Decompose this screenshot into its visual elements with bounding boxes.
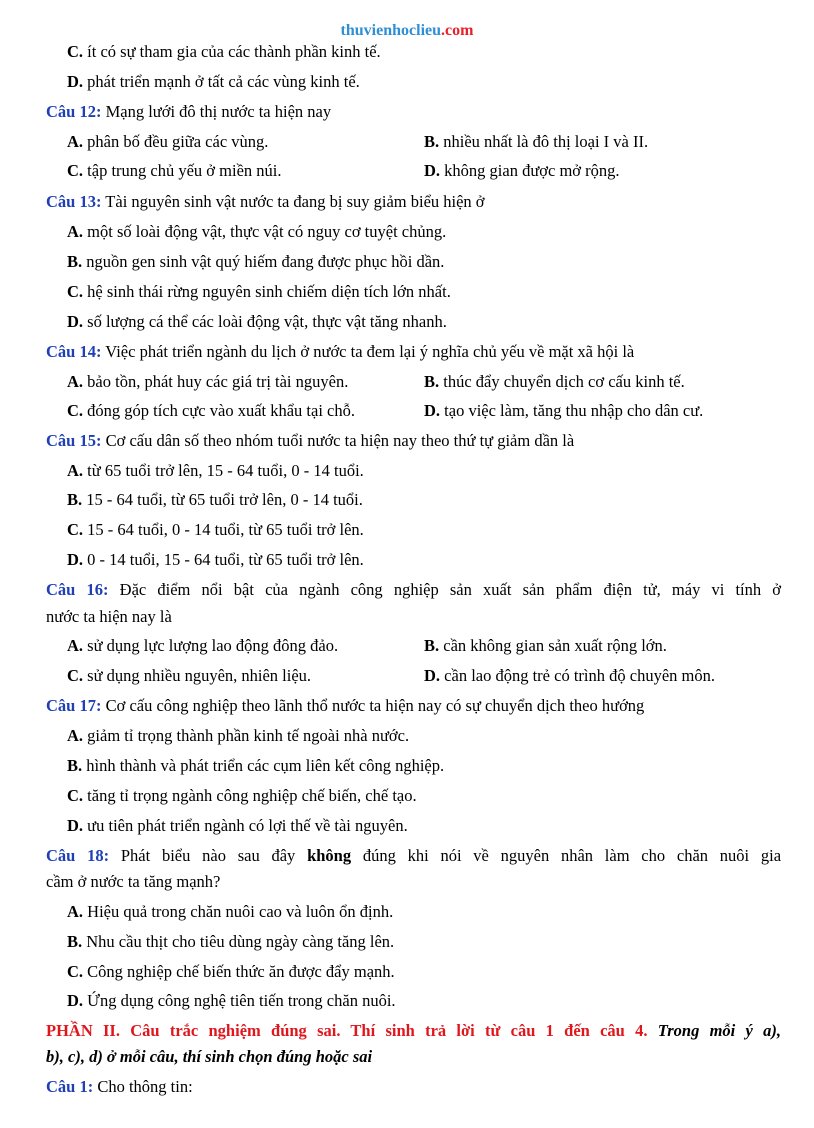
q15-option-a: A. từ 65 tuổi trở lên, 15 - 64 tuổi, 0 - 14 tuổi.: [67, 461, 364, 480]
q14-option-c: C. đóng góp tích cực vào xuất khẩu tại chỗ.: [67, 401, 355, 420]
q14-option-b: B. thúc đẩy chuyển dịch cơ cấu kinh tế.: [424, 372, 685, 391]
q13-option-a: A. một số loài động vật, thực vật có nguy cơ tuyệt chủng.: [67, 222, 447, 241]
q16-option-c: C. sử dụng nhiều nguyên, nhiên liệu.: [67, 666, 312, 685]
q18-option-d: D. Ứng dụng công nghệ tiên tiến trong chăn nuôi.: [67, 991, 396, 1010]
q12-option-c: C. tập trung chủ yếu ở miền núi.: [67, 161, 282, 180]
q15-option-b: B. 15 - 64 tuổi, từ 65 tuổi trở lên, 0 - 14 tuổi.: [67, 490, 363, 509]
q16-stem: Câu 16: Đặc điểm nổi bật của ngành công nghiệp sản xuất sản phẩm điện tử, máy vi tính ở: [46, 580, 782, 599]
q15-option-c: C. 15 - 64 tuổi, 0 - 14 tuổi, từ 65 tuổi trở lên.: [67, 520, 364, 539]
q14-option-a: A. bảo tồn, phát huy các giá trị tài nguyên.: [67, 372, 349, 391]
site-header: [0, 21, 814, 41]
q16-stem-line2: nước ta hiện nay là: [46, 607, 172, 626]
part2-title: PHẦN II. Câu trắc nghiệm đúng sai. Thí sinh trả lời từ câu 1 đến câu 4.: [46, 1021, 648, 1040]
q17-option-b: B. hình thành và phát triển các cụm liên kết công nghiệp.: [67, 756, 445, 775]
q13-option-b: B. nguồn gen sinh vật quý hiếm đang được phục hồi dần.: [67, 252, 445, 271]
q12-option-d: D. không gian được mở rộng.: [424, 161, 620, 180]
q12-option-b: B. nhiều nhất là đô thị loại I và II.: [424, 132, 649, 151]
q14-stem: Câu 14: Việc phát triển ngành du lịch ở nước ta đem lại ý nghĩa chủ yếu về mặt xã hội là: [46, 342, 635, 361]
q17-stem: Câu 17: Cơ cấu công nghiệp theo lãnh thổ nước ta hiện nay có sự chuyển dịch theo hướng: [46, 696, 645, 715]
q13-option-d: D. số lượng cá thể các loài động vật, thực vật tăng nhanh.: [67, 312, 447, 331]
q15-option-d: D. 0 - 14 tuổi, 15 - 64 tuổi, từ 65 tuổi trở lên.: [67, 550, 364, 569]
q14-option-d: D. tạo việc làm, tăng thu nhập cho dân cư.: [424, 401, 704, 420]
q16-option-b: B. cần không gian sản xuất rộng lớn.: [424, 636, 667, 655]
q16-option-d: D. cần lao động trẻ có trình độ chuyên môn.: [424, 666, 715, 685]
q18-option-c: C. Công nghiệp chế biến thức ăn được đẩy mạnh.: [67, 962, 395, 981]
q18-stem-line2: cầm ở nước ta tăng mạnh?: [46, 872, 221, 891]
q16-option-a: A. sử dụng lực lượng lao động đông đảo.: [67, 636, 339, 655]
q17-option-d: D. ưu tiên phát triển ngành có lợi thế về tài nguyên.: [67, 816, 408, 835]
q11-option-d: D. phát triển mạnh ở tất cả các vùng kinh tế.: [67, 72, 360, 91]
q13-stem: Câu 13: Tài nguyên sinh vật nước ta đang bị suy giảm biểu hiện ở: [46, 192, 485, 211]
site-domain: .com: [441, 22, 474, 39]
q12-stem: Câu 12: Mạng lưới đô thị nước ta hiện nay: [46, 102, 332, 121]
q13-option-c: C. hệ sinh thái rừng nguyên sinh chiếm diện tích lớn nhất.: [67, 282, 451, 301]
part2-heading: [46, 1021, 781, 1041]
site-name: thuvienhoclieu: [340, 22, 442, 39]
q17-option-a: A. giảm tỉ trọng thành phần kinh tế ngoài nhà nước.: [67, 726, 410, 745]
q17-option-c: C. tăng tỉ trọng ngành công nghiệp chế biến, chế tạo.: [67, 786, 417, 805]
q18-option-a: A. Hiệu quả trong chăn nuôi cao và luôn ổn định.: [67, 902, 394, 921]
q11-option-c: C. ít có sự tham gia của các thành phần kinh tế.: [67, 42, 381, 61]
q15-stem: Câu 15: Cơ cấu dân số theo nhóm tuổi nước ta hiện nay theo thứ tự giảm dần là: [46, 431, 575, 450]
part2-instruction: Trong mỗi ý a),: [657, 1021, 781, 1040]
q18-stem: Câu 18: Phát biểu nào sau đây không đúng khi nói về nguyên nhân làm cho chăn nuôi gia: [46, 846, 782, 865]
part2-q1-stem: Câu 1: Cho thông tin:: [46, 1077, 193, 1096]
part2-instruction-line2: b), c), d) ở mỗi câu, thí sinh chọn đúng hoặc sai: [46, 1047, 373, 1066]
q18-option-b: B. Nhu cầu thịt cho tiêu dùng ngày càng tăng lên.: [67, 932, 395, 951]
q12-option-a: A. phân bố đều giữa các vùng.: [67, 132, 269, 151]
